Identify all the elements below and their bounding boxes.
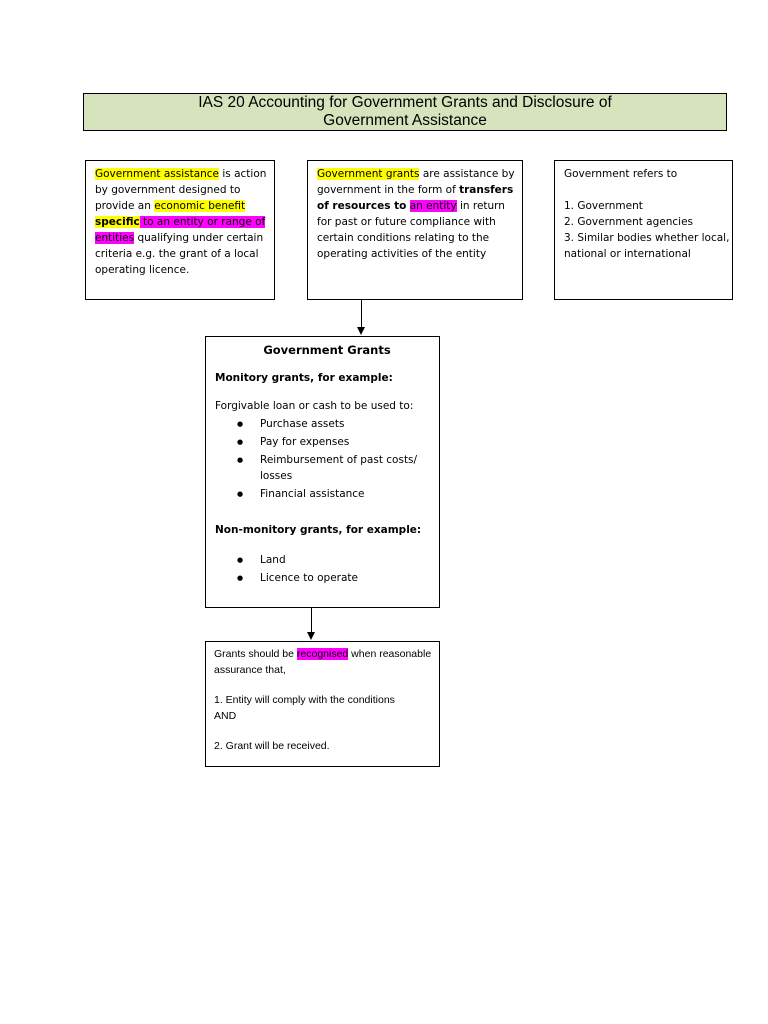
an-entity-highlight: an entity — [409, 200, 457, 212]
connector-line — [361, 300, 362, 328]
specific-highlight: specific — [95, 216, 140, 228]
government-grants-definition — [317, 166, 522, 262]
assistance-text-1: is action by government designed to provide an — [95, 168, 267, 212]
monetary-grants-heading: Monitory grants, for example: — [215, 372, 393, 384]
list-item: ● Land — [215, 552, 439, 568]
recognition-condition-1: 1. Entity will comply with the conditions — [214, 694, 395, 706]
non-monetary-grants-heading: Non-monitory grants, for example: — [215, 524, 422, 536]
recognition-text-2: when reasonable assurance that, — [214, 648, 432, 676]
arrow-down-icon — [357, 327, 365, 335]
title-line-1: IAS 20 Accounting for Government Grants and Disclosure of — [198, 94, 612, 111]
connector-line — [311, 608, 312, 633]
monetary-grants-intro: Forgivable loan or cash to be used to: — [215, 400, 414, 412]
government-item: 1. Government — [564, 200, 643, 212]
list-item: ● Reimbursement of past costs/ losses — [215, 452, 439, 484]
title-box — [83, 93, 727, 131]
government-grants-heading: Government Grants — [263, 343, 391, 357]
recognition-text-1: Grants should be — [214, 648, 297, 660]
title-line-2: Government Assistance — [323, 112, 487, 129]
government-grants-box — [205, 336, 440, 608]
monetary-grants-list — [215, 416, 439, 502]
government-grants-definition-box — [307, 160, 523, 300]
government-grants-term: Government grants — [317, 168, 420, 180]
government-assistance-box — [85, 160, 275, 300]
non-monetary-grants-list — [215, 552, 439, 586]
recognition-condition-2: 2. Grant will be received. — [214, 740, 330, 752]
assistance-text-2: qualifying under certain criteria e.g. the grant of a local operating licence. — [95, 232, 264, 276]
transfers-of-resources: transfers of resources to — [317, 184, 514, 212]
list-item: ● Licence to operate — [215, 570, 439, 586]
recognised-highlight: recognised — [296, 648, 349, 660]
government-assistance-term: Government assistance — [95, 168, 220, 180]
recognition-and: AND — [214, 709, 237, 722]
government-assistance-definition — [95, 166, 274, 278]
economic-benefit-highlight: economic benefit — [154, 200, 246, 212]
list-item: ● Financial assistance — [215, 486, 439, 502]
grants-text-1: are assistance by government in the form of — [317, 168, 515, 196]
grants-text-2: in return for past or future compliance with certain conditions relating to the operating activities of the entity — [317, 200, 505, 260]
recognition-criteria-box — [205, 641, 440, 767]
recognition-statement — [214, 647, 439, 678]
government-item: 3. Similar bodies whether local, national or international — [564, 232, 730, 260]
government-item: 2. Government agencies — [564, 216, 694, 228]
arrow-down-icon — [307, 632, 315, 640]
list-item: ● Pay for expenses — [215, 434, 439, 450]
entity-range-highlight: to an entity or range of entities — [95, 216, 266, 244]
government-refers-to-box — [554, 160, 733, 300]
government-intro: Government refers to — [564, 168, 678, 180]
list-item: ● Purchase assets — [215, 416, 439, 432]
